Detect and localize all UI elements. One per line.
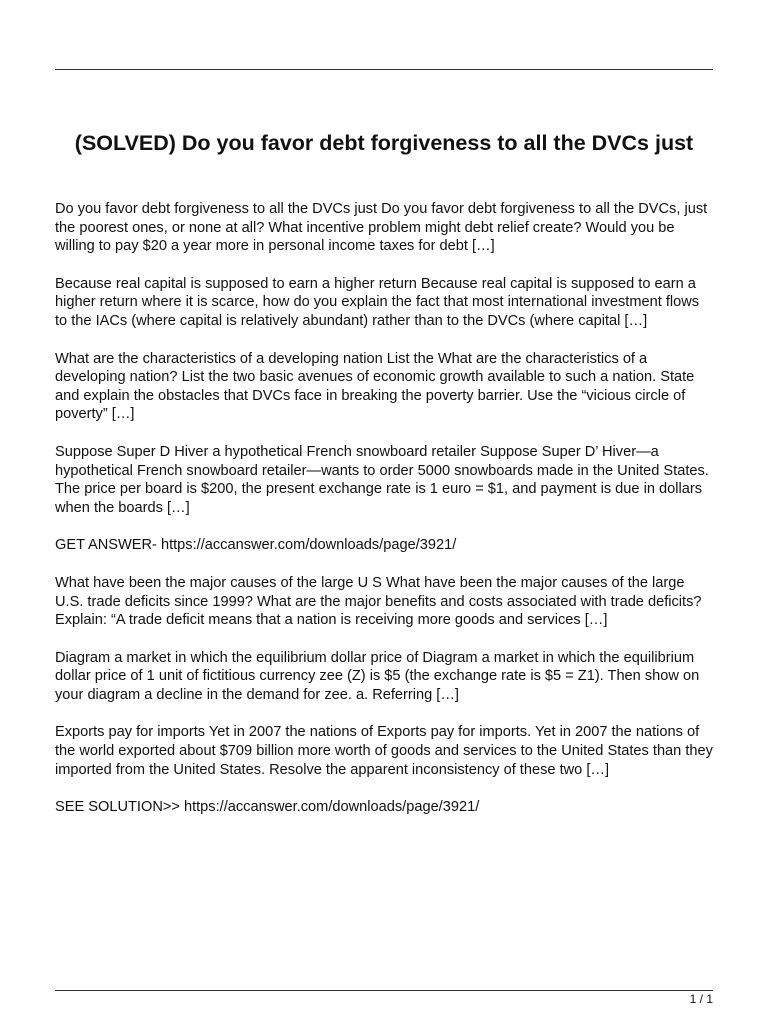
paragraph-exports-imports: Exports pay for imports Yet in 2007 the nations of Exports pay for imports. Yet in 2007 the nations of the world exported about $709 billion more worth of goods and services to the United States than they imported from the United States. Resolve the apparent inconsistency of these two […]: [55, 724, 713, 778]
header-divider: [55, 69, 713, 70]
document-body: [55, 200, 713, 836]
paragraph-snowboard-retailer: Suppose Super D Hiver a hypothetical French snowboard retailer Suppose Super D’ Hiver—a hypothetical French snowboard retailer—wants to order 5000 snowboards made in the United States. The price per board is $200, the present exchange rate is 1 euro = $1, and payment is due in dollars when the boards […]: [55, 443, 709, 516]
document-title: (SOLVED) Do you favor debt forgiveness to all the DVCs just: [74, 131, 694, 155]
see-solution-link[interactable]: SEE SOLUTION>> https://accanswer.com/downloads/page/3921/: [55, 799, 480, 816]
footer-divider: [55, 990, 713, 991]
get-answer-link[interactable]: GET ANSWER- https://accanswer.com/downloads/page/3921/: [55, 537, 457, 554]
paragraph-real-capital: Because real capital is supposed to earn a higher return Because real capital is supposed to earn a higher return where it is scarce, how do you explain the fact that most international investment flows to the IACs (where capital is relatively abundant) rather than to the DVCs (where capital […]: [55, 275, 700, 329]
paragraph-developing-nation: What are the characteristics of a developing nation List the What are the characteristics of a developing nation? List the two basic avenues of economic growth available to such a nation. State and explain the obstacles that DVCs face in breaking the poverty barrier. Use the “vicious circle of poverty” […]: [55, 350, 695, 423]
paragraph-debt-forgiveness: Do you favor debt forgiveness to all the DVCs just Do you favor debt forgiveness to all the DVCs, just the poorest ones, or none at all? What incentive problem might debt relief create? Would you be willing to pay $20 a year more in personal income taxes for debt […]: [55, 201, 708, 255]
paragraph-trade-deficits: What have been the major causes of the large U S What have been the major causes of the large U.S. trade deficits since 1999? What are the major benefits and costs associated with trade deficits? Explain: “A trade deficit means that a nation is receiving more goods and services […]: [55, 574, 702, 629]
paragraph-zee-market: Diagram a market in which the equilibrium dollar price of Diagram a market in which the equilibrium dollar price of 1 unit of fictitious currency zee (Z) is $5 (the exchange rate is $5 = Z1). Then show on your diagram a decline in the demand for zee. a. Referring […]: [55, 649, 700, 703]
page-indicator: 1 / 1: [689, 992, 713, 1006]
